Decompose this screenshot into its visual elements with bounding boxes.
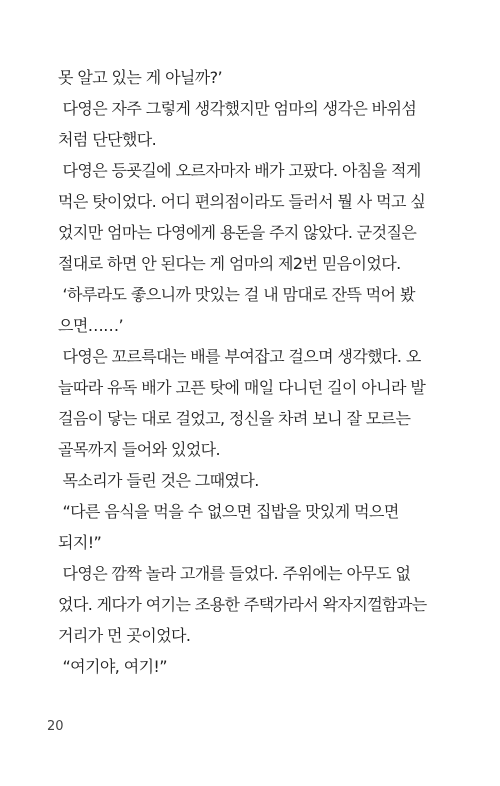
- text-line: 었지만 엄마는 다영에게 용돈을 주지 않았다. 군것질은: [58, 223, 417, 242]
- text-line: 되지!”: [58, 533, 102, 552]
- text-line: 처럼 단단했다.: [58, 130, 157, 149]
- text-line: 었다. 게다가 여기는 조용한 주택가라서 왁자지껄함과는: [58, 595, 427, 614]
- text-line: ‘하루라도 좋으니까 맛있는 걸 내 맘대로 잔뜩 먹어 봤: [58, 285, 415, 304]
- page-body-text: [58, 62, 458, 682]
- text-line: 먹은 탓이었다. 어디 편의점이라도 들러서 뭘 사 먹고 싶: [58, 192, 426, 211]
- text-line: 목소리가 들린 것은 그때였다.: [58, 471, 259, 490]
- text-line: 다영은 자주 그렇게 생각했지만 엄마의 생각은 바위섬: [58, 99, 417, 118]
- text-line: “여기야, 여기!”: [58, 657, 167, 676]
- text-line: 늘따라 유독 배가 고픈 탓에 매일 다니던 길이 아니라 발: [58, 378, 426, 397]
- text-line: 골목까지 들어와 있었다.: [58, 440, 221, 459]
- text-line: 다영은 등굣길에 오르자마자 배가 고팠다. 아침을 적게: [58, 161, 421, 180]
- text-line: 으면……’: [58, 316, 123, 335]
- text-line: 다영은 깜짝 놀라 고개를 들었다. 주위에는 아무도 없: [58, 564, 411, 583]
- text-line: “다른 음식을 먹을 수 없으면 집밥을 맛있게 먹으면: [58, 502, 399, 521]
- text-line: 걸음이 닿는 대로 걸었고, 정신을 차려 보니 잘 모르는: [58, 409, 411, 428]
- text-line: 절대로 하면 안 된다는 게 엄마의 제2번 믿음이었다.: [58, 254, 401, 273]
- page-number: 20: [47, 719, 64, 734]
- text-line: 거리가 먼 곳이었다.: [58, 626, 191, 645]
- text-line: 못 알고 있는 게 아닐까?’: [58, 68, 223, 87]
- text-line: 다영은 꼬르륵대는 배를 부여잡고 걸으며 생각했다. 오: [58, 347, 421, 366]
